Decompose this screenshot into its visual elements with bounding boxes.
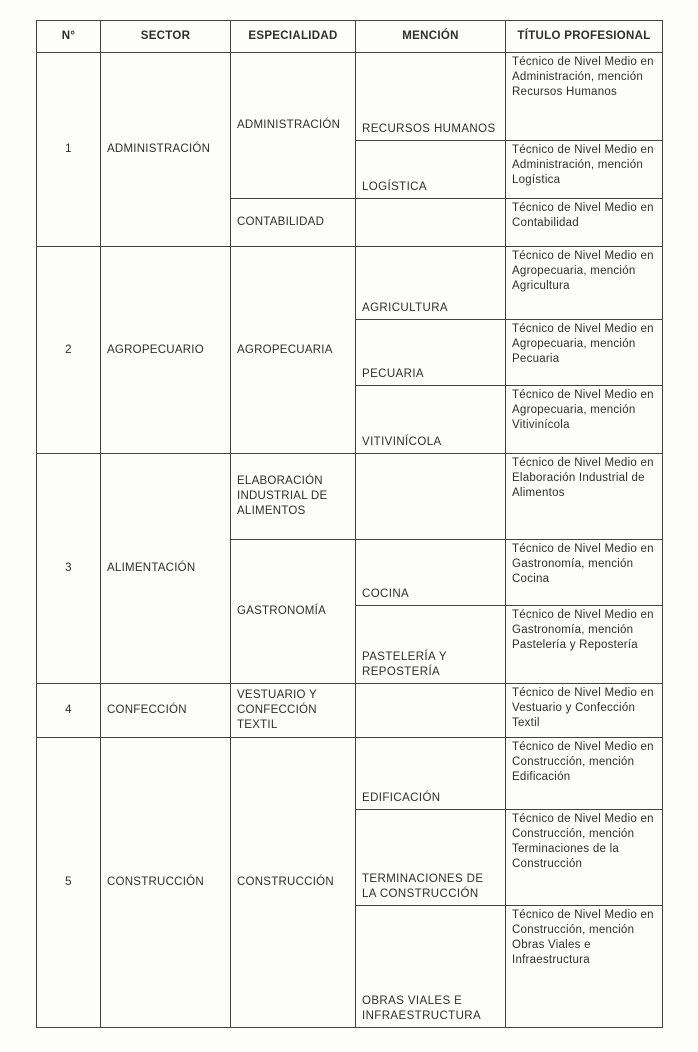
column-header-sector: SECTOR xyxy=(101,21,231,53)
cell-titulo: Técnico de Nivel Medio en Construcción, mención Obras Viales e Infraestructura xyxy=(506,906,663,1028)
cell-titulo: Técnico de Nivel Medio en Contabilidad xyxy=(506,199,663,247)
cell-mencion xyxy=(356,199,506,247)
cell-sector: ADMINISTRACIÓN xyxy=(101,53,231,247)
cell-especialidad: AGROPECUARIA xyxy=(231,247,356,454)
header-row xyxy=(37,21,663,53)
cell-titulo: Técnico de Nivel Medio en Gastronomía, mención Cocina xyxy=(506,540,663,606)
cell-mencion: VITIVINÍCOLA xyxy=(356,386,506,454)
cell-titulo: Técnico de Nivel Medio en Construcción, mención Terminaciones de la Construcción xyxy=(506,810,663,906)
cell-sector: AGROPECUARIO xyxy=(101,247,231,454)
cell-titulo: Técnico de Nivel Medio en Agropecuaria, mención Pecuaria xyxy=(506,320,663,386)
cell-especialidad: CONTABILIDAD xyxy=(231,199,356,247)
cell-mencion: RECURSOS HUMANOS xyxy=(356,53,506,141)
cell-numero: 5 xyxy=(37,738,101,1028)
cell-titulo: Técnico de Nivel Medio en Construcción, mención Edificación xyxy=(506,738,663,810)
cell-numero: 1 xyxy=(37,53,101,247)
cell-especialidad: CONSTRUCCIÓN xyxy=(231,738,356,1028)
column-header-mencion: MENCIÓN xyxy=(356,21,506,53)
cell-mencion: LOGÍSTICA xyxy=(356,141,506,199)
cell-titulo: Técnico de Nivel Medio en Elaboración Industrial de Alimentos xyxy=(506,454,663,540)
cell-titulo: Técnico de Nivel Medio en Gastronomía, mención Pastelería y Repostería xyxy=(506,606,663,684)
cell-titulo: Técnico de Nivel Medio en Agropecuaria, mención Vitivinícola xyxy=(506,386,663,454)
cell-sector: CONFECCIÓN xyxy=(101,684,231,738)
cell-numero: 3 xyxy=(37,454,101,684)
cell-titulo: Técnico de Nivel Medio en Agropecuaria, mención Agricultura xyxy=(506,247,663,320)
column-header-especialidad: ESPECIALIDAD xyxy=(231,21,356,53)
cell-numero: 4 xyxy=(37,684,101,738)
curriculum-table xyxy=(36,20,663,1028)
cell-mencion xyxy=(356,684,506,738)
table-row xyxy=(37,454,663,540)
cell-numero: 2 xyxy=(37,247,101,454)
cell-mencion: COCINA xyxy=(356,540,506,606)
cell-mencion: AGRICULTURA xyxy=(356,247,506,320)
cell-sector: ALIMENTACIÓN xyxy=(101,454,231,684)
column-header-numero: N° xyxy=(37,21,101,53)
cell-mencion: OBRAS VIALES E INFRAESTRUCTURA xyxy=(356,906,506,1028)
table-row xyxy=(37,684,663,738)
column-header-titulo-profesional: TÍTULO PROFESIONAL xyxy=(506,21,663,53)
cell-especialidad: GASTRONOMÍA xyxy=(231,540,356,684)
cell-mencion: PASTELERÍA Y REPOSTERÍA xyxy=(356,606,506,684)
cell-titulo: Técnico de Nivel Medio en Vestuario y Confección Textil xyxy=(506,684,663,738)
table-row xyxy=(37,53,663,141)
cell-mencion xyxy=(356,454,506,540)
table-row xyxy=(37,738,663,810)
cell-titulo: Técnico de Nivel Medio en Administración, mención Recursos Humanos xyxy=(506,53,663,141)
table-row xyxy=(37,247,663,320)
cell-especialidad: ADMINISTRACIÓN xyxy=(231,53,356,199)
cell-mencion: PECUARIA xyxy=(356,320,506,386)
cell-titulo: Técnico de Nivel Medio en Administración, mención Logística xyxy=(506,141,663,199)
cell-especialidad: VESTUARIO Y CONFECCIÓN TEXTIL xyxy=(231,684,356,738)
cell-mencion: TERMINACIONES DE LA CONSTRUCCIÓN xyxy=(356,810,506,906)
cell-mencion: EDIFICACIÓN xyxy=(356,738,506,810)
cell-sector: CONSTRUCCIÓN xyxy=(101,738,231,1028)
cell-especialidad: ELABORACIÓN INDUSTRIAL DE ALIMENTOS xyxy=(231,454,356,540)
